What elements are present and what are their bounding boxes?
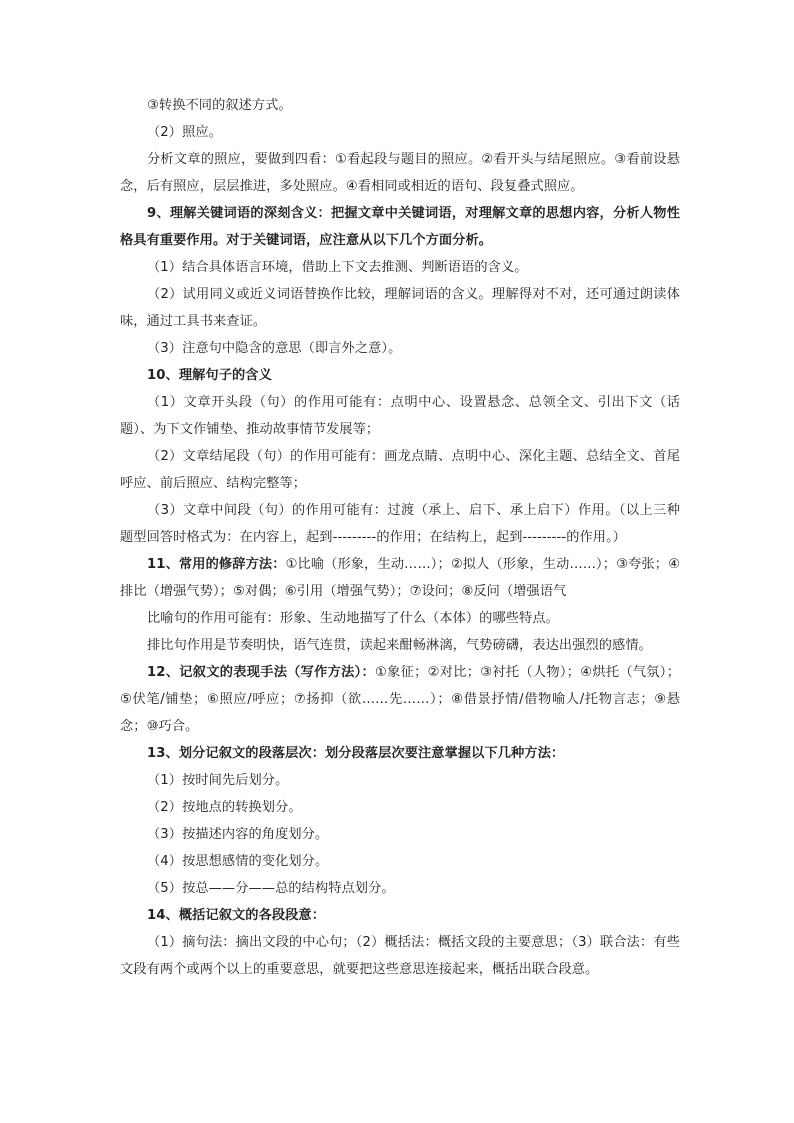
heading-14: 14、概括记叙文的各段段意：	[147, 908, 326, 923]
heading-10: 10、理解句子的含义	[147, 368, 272, 383]
rhetoric-list: ①比喻（形象，生动……）；②拟人（形象，生动……）；③夸张；④排比（增强气势）；⑤对偶；⑥引用（增强气势）；⑦设问；⑧反问（增强语气	[120, 557, 680, 599]
techniques-list: ①象征；②对比；③衬托（人物）；④烘托（气氛）；⑤伏笔/铺垫；⑥照应/呼应；⑦扬抑（欲……先……）；⑧借景抒情/借物喻人/托物言志；⑨悬念；⑩巧合。	[120, 665, 680, 734]
paragraph-1: ③转换不同的叙述方式。	[147, 98, 292, 113]
paragraph-23: （1）摘句法：摘出文段的中心句；（2）概括法：概括文段的主要意思；（3）联合法：有些文段有两个或两个以上的重要意思，就要把这些意思连接起来，概括出联合段意。	[120, 935, 680, 977]
heading-13: 13、划分记叙文的段落层次：划分段落层次要注意掌握以下几种方法：	[147, 746, 565, 761]
heading-9: 9、理解关键词语的深刻含义：把握文章中关键词语，对理解文章的思想内容，分析人物性格具有重要作用。对于关键词语，应注意从以下几个方面分析。	[120, 206, 680, 248]
paragraph-18: （2）按地点的转换划分。	[147, 800, 302, 815]
paragraph-13: 比喻句的作用可能有：形象、生动地描写了什么（本体）的哪些特点。	[147, 611, 559, 626]
paragraph-20: （4）按思想感情的变化划分。	[147, 854, 329, 869]
document-page	[120, 92, 680, 983]
heading-12: 12、记叙文的表现手法（写作方法）：	[147, 665, 376, 680]
paragraph-14: 排比句作用是节奏明快，语气连贯，读起来酣畅淋漓，气势磅礴，表达出强烈的感情。	[147, 638, 652, 653]
paragraph-5: （1）结合具体语言环境，借助上下文去推测、判断语语的含义。	[147, 260, 528, 275]
paragraph-19: （3）按描述内容的角度划分。	[147, 827, 329, 842]
paragraph-21: （5）按总——分——总的结构特点划分。	[147, 881, 395, 896]
paragraph-15	[120, 659, 680, 740]
paragraph-3: 分析文章的照应，要做到四看：①看起段与题目的照应。②看开头与结尾照应。③看前设悬念，后有照应，层层推进，多处照应。④看相同或相近的语句、段复叠式照应。	[120, 152, 680, 194]
paragraph-12	[120, 551, 680, 605]
paragraph-7: （3）注意句中隐含的意思（即言外之意）。	[147, 341, 402, 356]
paragraph-6: （2）试用同义或近义词语替换作比较，理解词语的含义。理解得对不对，还可通过朗读体味，通过工具书来查证。	[120, 287, 680, 329]
heading-11: 11、常用的修辞方法：	[147, 557, 286, 572]
paragraph-17: （1）按时间先后划分。	[147, 773, 289, 788]
paragraph-11: （3）文章中间段（句）的作用可能有：过渡（承上、启下、承上启下）作用。（以上三种题型回答时格式为：在内容上，起到---------的作用；在结构上，起到---------的作用。）	[120, 503, 680, 545]
paragraph-2: （2）照应。	[147, 125, 222, 140]
paragraph-9: （1）文章开头段（句）的作用可能有：点明中心、设置悬念、总领全文、引出下文（话题）、为下文作铺垫、推动故事情节发展等；	[120, 395, 680, 437]
paragraph-10: （2）文章结尾段（句）的作用可能有：画龙点睛、点明中心、深化主题、总结全文、首尾呼应、前后照应、结构完整等；	[120, 449, 680, 491]
